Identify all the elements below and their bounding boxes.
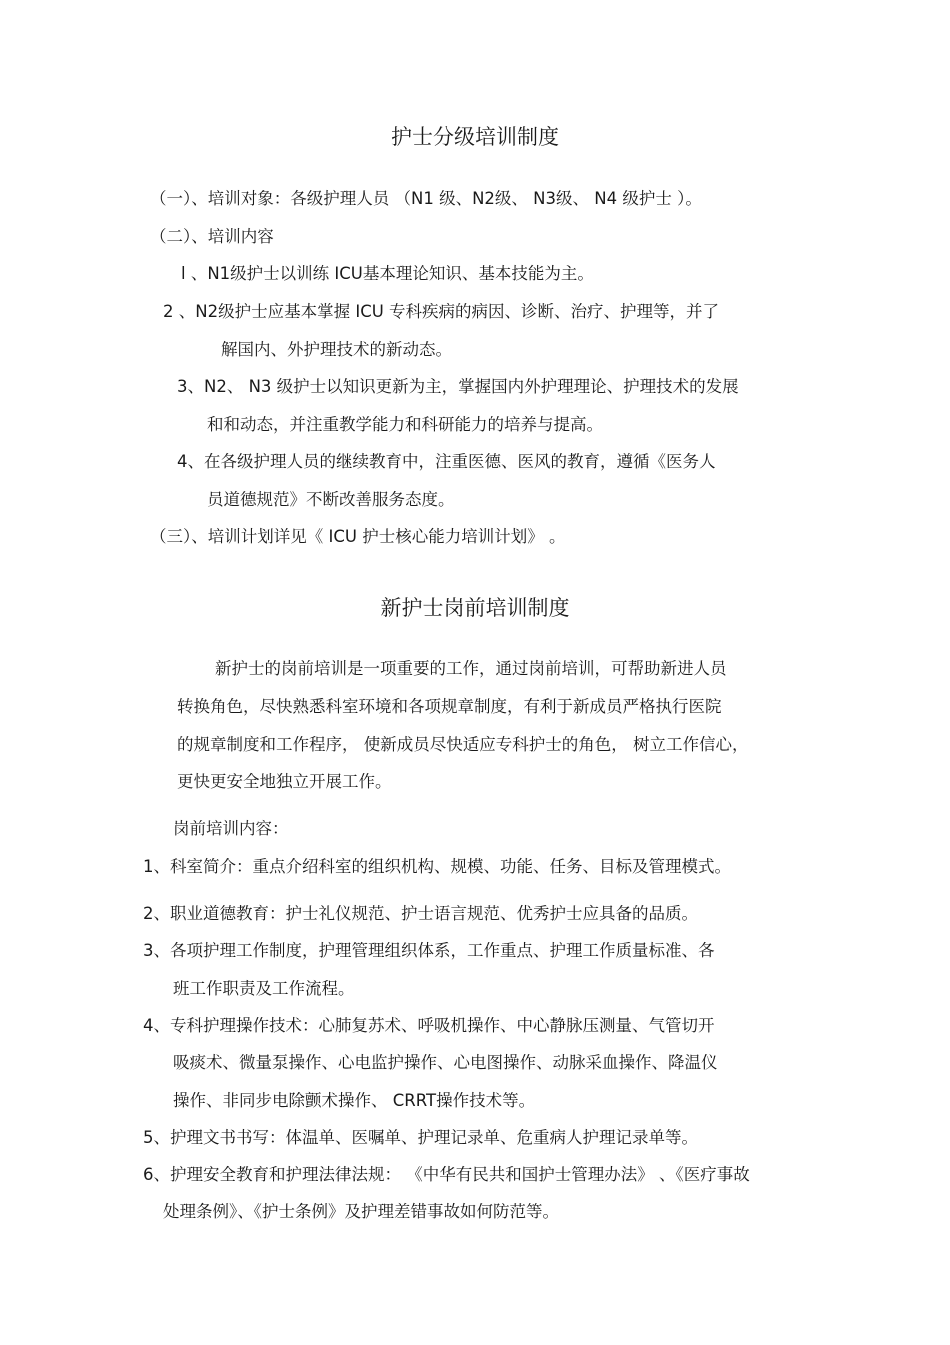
section2-content-heading: 岗前培训内容： <box>173 819 289 838</box>
section1-item1: （一）、培训对象：各级护理人员 （N1 级、N2级、 N3级、 N4 级护士 ）。 <box>150 189 702 208</box>
content-item-4-line3: 操作、非同步电除颤术操作、 CRRT操作技术等。 <box>173 1091 536 1110</box>
content-item-2: 2、职业道德教育：护士礼仪规范、护士语言规范、优秀护士应具备的品质。 <box>143 904 698 923</box>
content-item-3-line1: 3、各项护理工作制度，护理管理组织体系，工作重点、护理工作质量标准、各 <box>143 941 715 960</box>
section1-item3: （三）、培训计划详见《 ICU 护士核心能力培训计划》 。 <box>150 527 566 546</box>
content-item-6-line2: 处理条例》、《护士条例》及护理差错事故如何防范等。 <box>163 1202 559 1221</box>
section1-sub4-line1: 4、在各级护理人员的继续教育中，注重医德、医风的教育，遵循《医务人 <box>177 452 716 471</box>
section1-item2: （二）、培训内容 <box>150 227 274 246</box>
section1-sub4-line2: 员道德规范》不断改善服务态度。 <box>207 490 455 509</box>
section2-title: 新护士岗前培训制度 <box>380 596 570 620</box>
section1-sub2-line1: 2 、N2级护士应基本掌握 ICU 专科疾病的病因、诊断、治疗、护理等，并了 <box>163 302 720 321</box>
content-item-5: 5、护理文书书写：体温单、医嘱单、护理记录单、危重病人护理记录单等。 <box>143 1128 698 1147</box>
content-item-4-line2: 吸痰术、微量泵操作、心电监护操作、心电图操作、动脉采血操作、降温仪 <box>173 1053 718 1072</box>
content-item-1: 1、科室简介：重点介绍科室的组织机构、规模、功能、任务、目标及管理模式。 <box>143 857 731 876</box>
content-item-3-line2: 班工作职责及工作流程。 <box>173 979 355 998</box>
section2-intro-line2: 转换角色，尽快熟悉科室环境和各项规章制度，有利于新成员严格执行医院 <box>177 697 722 716</box>
section1-sub2-line2: 解国内、外护理技术的新动态。 <box>221 340 452 359</box>
content-item-4-line1: 4、专科护理操作技术：心肺复苏术、呼吸机操作、中心静脉压测量、气管切开 <box>143 1016 715 1035</box>
content-item-6-line1: 6、护理安全教育和护理法律法规： 《中华有民共和国护士管理办法》 、《医疗事故 <box>143 1165 750 1184</box>
section1-sub1: l 、N1级护士以训练 ICU基本理论知识、基本技能为主。 <box>181 264 594 283</box>
section2-intro-line3: 的规章制度和工作程序， 使新成员尽快适应专科护士的角色， 树立工作信心， <box>177 735 749 754</box>
section2-intro-line4: 更快更安全地独立开展工作。 <box>177 772 392 791</box>
section2-intro-line1: 新护士的岗前培训是一项重要的工作，通过岗前培训，可帮助新进人员 <box>215 659 727 678</box>
section1-sub3-line2: 和和动态，并注重教学能力和科研能力的培养与提高。 <box>207 415 603 434</box>
section1-title: 护士分级培训制度 <box>391 125 559 149</box>
section1-sub3-line1: 3、N2、 N3 级护士以知识更新为主，掌握国内外护理理论、护理技术的发展 <box>177 377 739 396</box>
